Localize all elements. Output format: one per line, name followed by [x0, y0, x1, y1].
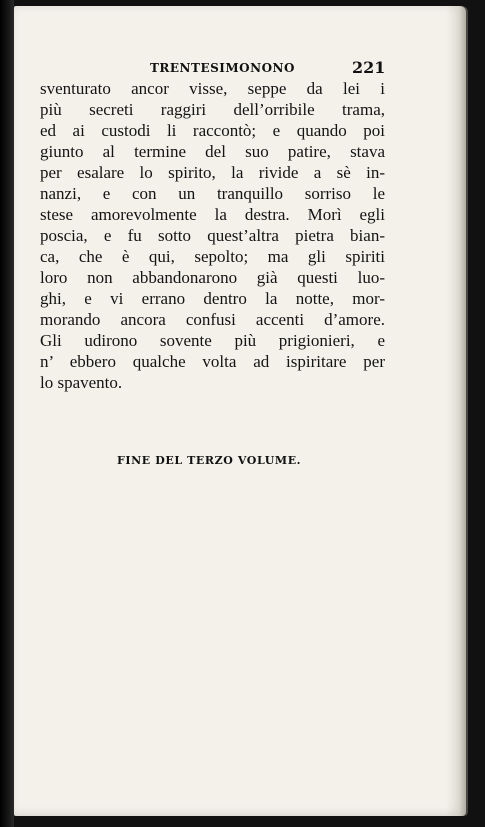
text-line: nanzi, e con un tranquillo sorriso le [40, 184, 385, 203]
volume-end-notice: FINE DEL TERZO VOLUME. [117, 454, 302, 467]
text-line: morando ancora confusi accenti d’amore. [40, 310, 385, 329]
text-line: loro non abbandonarono già questi luo- [40, 268, 385, 287]
text-line: Gli udirono sovente più prigionieri, e [40, 331, 385, 350]
text-line: ca, che è qui, sepolto; ma gli spiriti [40, 247, 385, 266]
text-line: lo spavento. [40, 373, 123, 392]
text-line: sventurato ancor visse, seppe da lei i [40, 79, 385, 98]
running-header-title: TRENTESIMONONO [150, 61, 295, 75]
text-line: n’ ebbero qualche volta ad ispiritare per [40, 352, 385, 371]
text-line: giunto al termine del suo patire, stava [40, 142, 385, 161]
text-line: per esalare lo spirito, la rivide a sè in- [40, 163, 385, 182]
body-paragraph [40, 78, 385, 393]
text-line: più secreti raggiri dell’orribile trama, [40, 100, 385, 119]
text-line: ghi, e vi errano dentro la notte, mor- [40, 289, 385, 308]
book-gutter-shadow [0, 0, 14, 827]
text-line: stese amorevolmente la destra. Morì egli [40, 205, 385, 224]
text-line: ed ai custodi li raccontò; e quando poi [40, 121, 385, 140]
text-line: poscia, e fu sotto quest’altra pietra bian- [40, 226, 385, 245]
page-edge-shading [446, 6, 468, 816]
page-number: 221 [352, 58, 386, 77]
